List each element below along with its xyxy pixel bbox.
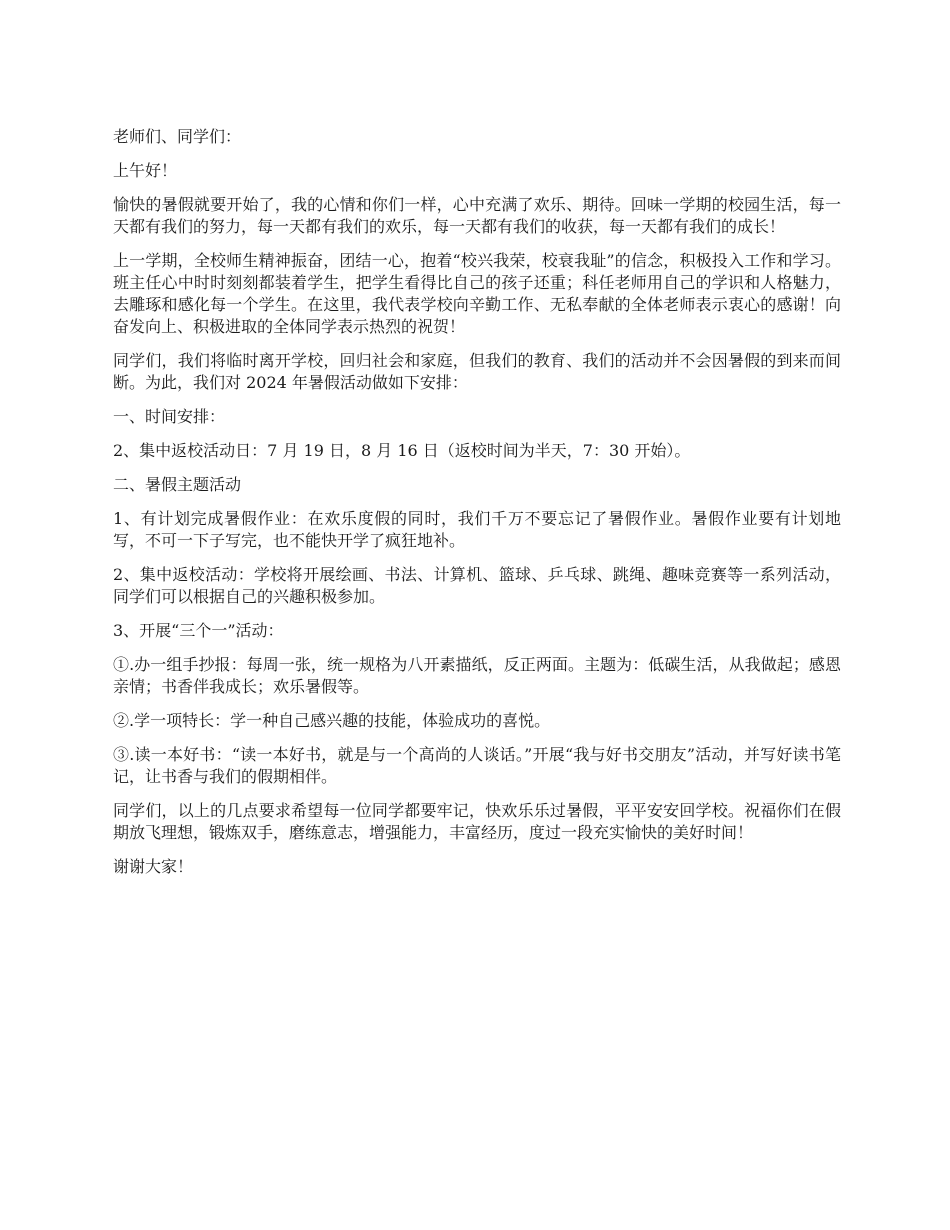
sub-list-item: ②.学一项特长：学一种自己感兴趣的技能，体验成功的喜悦。 xyxy=(113,711,551,730)
body-paragraph: 上一学期，全校师生精神振奋，团结一心，抱着“校兴我荣，校衰我耻”的信念，积极投入工作和学习。班主任心中时时刻刻都装着学生，把学生看得比自己的孩子还重；科任老师用自己的学识和人格魅力，去雕琢和感化每一个学生。在这里，我代表学校向辛勤工作、无私奉献的全体老师表示衷心的感谢！向奋发向上、积极进取的全体同学表示热烈的祝贺！ xyxy=(113,251,841,336)
salutation: 老师们、同学们： xyxy=(113,127,242,146)
list-item: 2、集中返校活动日：7 月 19 日，8 月 16 日（返校时间为半天，7：30 开始）。 xyxy=(113,441,691,460)
body-paragraph: 同学们，以上的几点要求希望每一位同学都要牢记，快欢乐乐过暑假，平平安安回学校。祝福你们在假期放飞理想，锻炼双手，磨练意志，增强能力，丰富经历，度过一段充实愉快的美好时间！ xyxy=(113,801,841,842)
list-item: 3、开展“三个一”活动： xyxy=(113,621,284,640)
section-heading: 二、暑假主题活动 xyxy=(113,475,242,494)
sub-list-item: ①.办一组手抄报：每周一张，统一规格为八开素描纸，反正两面。主题为：低碳生活，从我做起；感恩亲情；书香伴我成长；欢乐暑假等。 xyxy=(113,655,841,696)
sub-list-item: ③.读一本好书：“读一本好书，就是与一个高尚的人谈话。”开展“我与好书交朋友”活动，并写好读书笔记，让书香与我们的假期相伴。 xyxy=(113,745,841,786)
greeting: 上午好！ xyxy=(113,161,178,180)
closing: 谢谢大家！ xyxy=(113,857,194,876)
list-item: 1、有计划完成暑假作业：在欢乐度假的同时，我们千万不要忘记了暑假作业。暑假作业要有计划地写，不可一下子写完，也不能快开学了疯狂地补。 xyxy=(113,509,841,550)
document-body xyxy=(113,126,841,890)
body-paragraph: 同学们，我们将临时离开学校，回归社会和家庭，但我们的教育、我们的活动并不会因暑假的到来而间断。为此，我们对 2024 年暑假活动做如下安排： xyxy=(113,351,841,392)
section-heading: 一、时间安排： xyxy=(113,407,226,426)
body-paragraph: 愉快的暑假就要开始了，我的心情和你们一样，心中充满了欢乐、期待。回味一学期的校园生活，每一天都有我们的努力，每一天都有我们的欢乐，每一天都有我们的收获，每一天都有我们的成长！ xyxy=(113,195,841,236)
list-item: 2、集中返校活动：学校将开展绘画、书法、计算机、篮球、乒乓球、跳绳、趣味竞赛等一系列活动，同学们可以根据自己的兴趣积极参加。 xyxy=(113,565,841,606)
